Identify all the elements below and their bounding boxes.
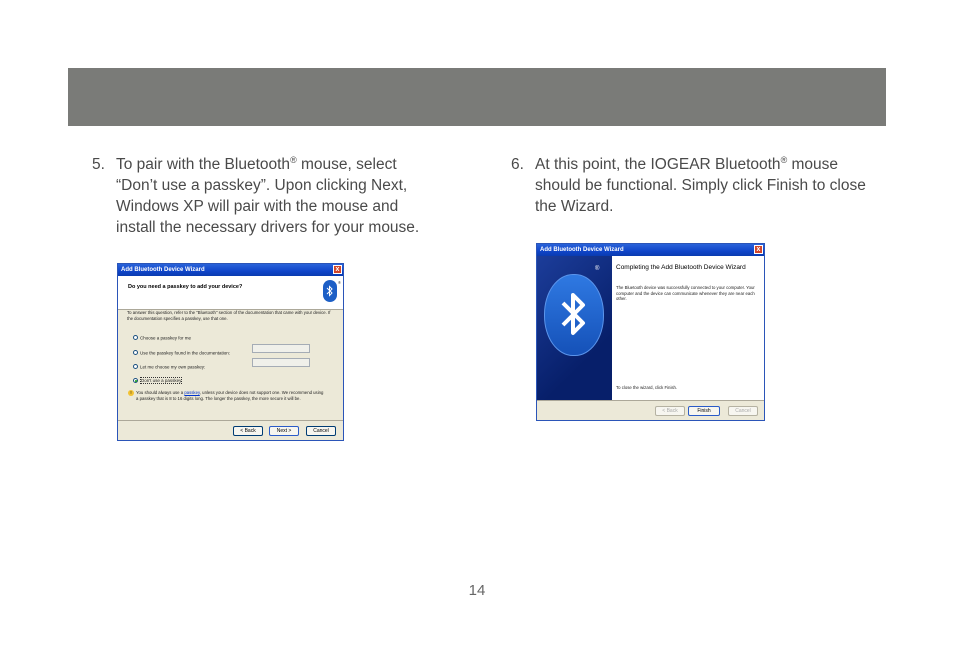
window-titlebar: [118, 264, 343, 276]
radio-icon[interactable]: [133, 335, 138, 340]
wizard-heading: Do you need a passkey to add your device?: [128, 284, 243, 290]
registered-mark: ®: [290, 155, 297, 165]
wizard-content: [612, 256, 764, 400]
documentation-passkey-field[interactable]: [252, 344, 310, 353]
window-titlebar: [537, 244, 764, 256]
passkey-note: [128, 390, 333, 401]
back-button[interactable]: < Back: [233, 426, 263, 436]
radio-icon[interactable]: [133, 364, 138, 369]
completing-wizard-window: [536, 243, 765, 421]
passkey-link[interactable]: passkey: [184, 390, 200, 395]
step-6-text: [535, 154, 871, 217]
back-button[interactable]: < Back: [655, 406, 685, 416]
divider: [118, 420, 343, 421]
step-5-number: 5.: [92, 156, 105, 173]
wizard-heading: Completing the Add Bluetooth Device Wizard: [616, 264, 746, 271]
radio-icon[interactable]: [133, 350, 138, 355]
option-label: Choose a passkey for me: [140, 335, 192, 341]
wizard-body: [118, 310, 343, 420]
bluetooth-icon: [544, 274, 604, 356]
bluetooth-icon: [323, 280, 337, 302]
registered-mark: ®: [338, 280, 341, 285]
page-number: 14: [468, 582, 486, 599]
header-bar: [68, 68, 886, 126]
window-title: Add Bluetooth Device Wizard: [121, 267, 205, 273]
step-6-text-a: At this point, the IOGEAR Bluetooth: [535, 156, 781, 173]
wizard-footer-text: To close the wizard, click Finish.: [616, 385, 678, 390]
cancel-button[interactable]: Cancel: [728, 406, 758, 416]
close-icon[interactable]: x: [333, 265, 342, 274]
divider: [537, 400, 764, 401]
wizard-header: [118, 276, 343, 310]
close-icon[interactable]: x: [754, 245, 763, 254]
wizard-side-banner: [537, 256, 612, 400]
step-5-text-b: mouse, select “Don’t use a passkey”. Upon clicking Next, Windows XP will pair with the mouse and install the necessary drivers for your mouse.: [116, 156, 420, 236]
cancel-button[interactable]: Cancel: [306, 426, 336, 436]
step-6-number: 6.: [511, 156, 524, 173]
next-button[interactable]: Next >: [269, 426, 299, 436]
own-passkey-field[interactable]: [252, 358, 310, 367]
option-label: Use the passkey found in the documentation:: [140, 350, 231, 356]
radio-selected-icon[interactable]: [133, 378, 138, 383]
wizard-body-text: The Bluetooth device was successfully connected to your computer. Your computer and the device can communicate whenever they are near each other.: [616, 285, 755, 301]
option-label: Don't use a passkey: [141, 378, 182, 384]
registered-mark: ®: [595, 266, 600, 272]
warning-icon: !: [128, 390, 134, 396]
note-text: [136, 390, 326, 401]
finish-button[interactable]: Finish: [688, 406, 720, 416]
note-text-b: , unless your device does not support one. We recommend using a passkey that is 8 to 16 digits long. The longer the passkey, the more secure it will be.: [136, 390, 324, 401]
passkey-wizard-window: [117, 263, 344, 441]
registered-mark: ®: [780, 155, 788, 165]
step-5-text: [116, 154, 442, 238]
note-text-a: You should always use a: [136, 390, 185, 395]
step-5-text-a: To pair with the Bluetooth: [116, 156, 291, 173]
step-6-text-b: mouse should be functional. Simply click Finish to close the Wizard.: [535, 156, 866, 215]
wizard-intro: To answer this question, refer to the "Bluetooth" section of the documentation that came with your device. If the documentation specifies a passkey, use that one.: [127, 310, 331, 321]
option-label: Let me choose my own passkey:: [140, 364, 206, 370]
option-no-passkey[interactable]: [133, 372, 182, 390]
window-title: Add Bluetooth Device Wizard: [540, 247, 624, 253]
